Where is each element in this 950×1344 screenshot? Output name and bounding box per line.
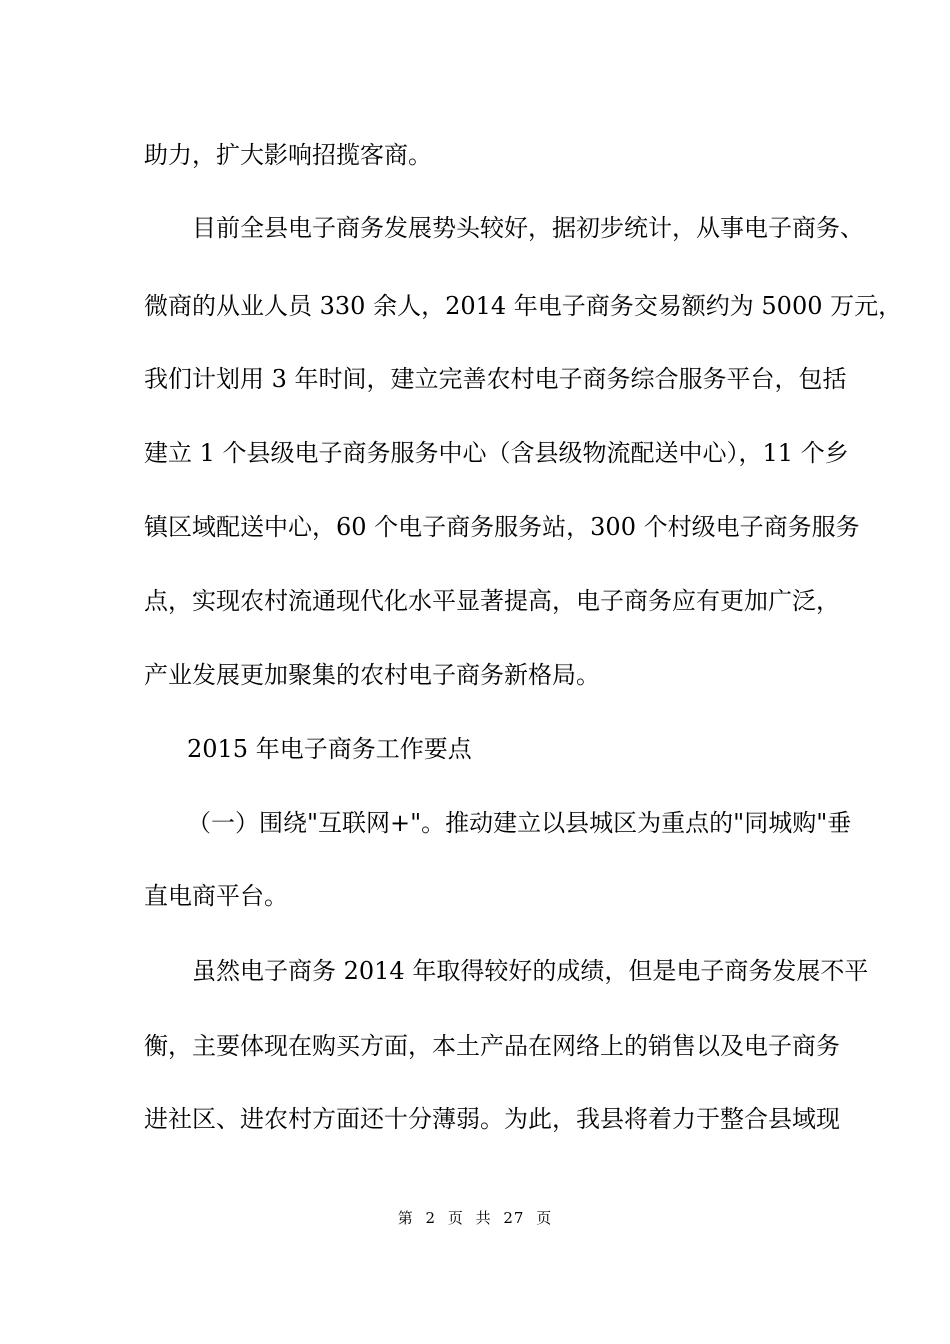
text-line: 产业发展更加聚集的农村电子商务新格局。 [144,661,600,689]
text-line: 直电商平台。 [144,882,288,910]
text-line: （一）围绕"互联网+"。推动建立以县城区为重点的"同城购"垂 [187,809,852,837]
text-line: 我们计划用 3 年时间，建立完善农村电子商务综合服务平台，包括 [144,365,847,393]
text-line: 镇区域配送中心，60 个电子商务服务站，300 个村级电子商务服务 [144,513,860,541]
text-line: 进社区、进农村方面还十分薄弱。为此，我县将着力于整合县域现 [144,1105,840,1133]
section-heading: 2015 年电子商务工作要点 [187,735,472,763]
text-line: 助力，扩大影响招揽客商。 [144,141,432,169]
text-line: 目前全县电子商务发展势头较好，据初步统计，从事电子商务、 [192,214,864,242]
text-line: 微商的从业人员 330 余人，2014 年电子商务交易额约为 5000 万元， [144,292,903,320]
text-line: 点，实现农村流通现代化水平显著提高，电子商务应有更加广泛， [144,587,840,615]
text-line: 虽然电子商务 2014 年取得较好的成绩，但是电子商务发展不平 [192,957,869,985]
page-number: 第 2 页 共 27 页 [397,1209,553,1227]
text-line: 衡，主要体现在购买方面，本土产品在网络上的销售以及电子商务 [144,1032,840,1060]
text-line: 建立 1 个县级电子商务服务中心（含县级物流配送中心），11 个乡 [144,439,849,467]
